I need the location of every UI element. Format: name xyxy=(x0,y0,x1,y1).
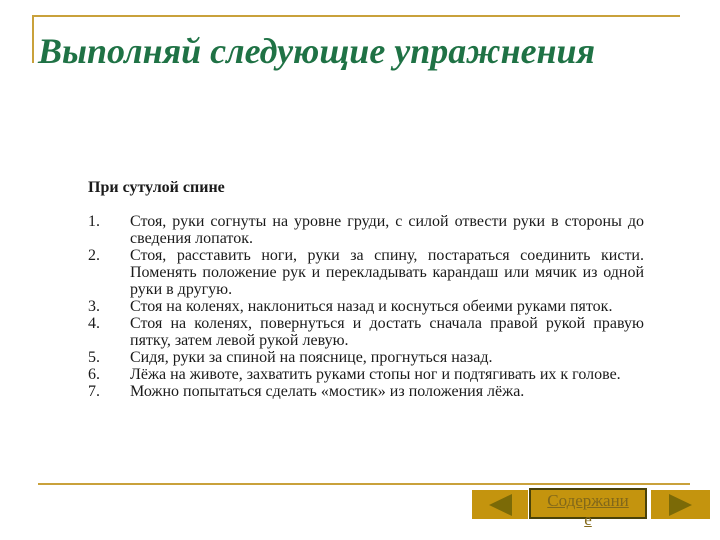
list-item xyxy=(88,247,644,298)
list-item xyxy=(88,366,644,383)
item-text: Стоя, руки согнуты на уровне груди, с силой отвести руки в стороны до сведения лопаток. xyxy=(130,213,644,247)
contents-link[interactable]: Содержание xyxy=(547,491,629,529)
left-arrow-icon xyxy=(489,494,512,516)
exercise-list xyxy=(88,213,644,400)
list-item xyxy=(88,315,644,349)
list-item xyxy=(88,213,644,247)
list-item xyxy=(88,349,644,366)
page-title: Выполняй следующие упражнения xyxy=(38,31,596,71)
item-number: 1. xyxy=(88,213,100,230)
item-text: Лёжа на животе, захватить руками стопы ног и подтягивать их к голове. xyxy=(130,366,621,383)
prev-slide-button[interactable] xyxy=(472,490,528,519)
item-number: 4. xyxy=(88,315,100,332)
item-number: 7. xyxy=(88,383,100,400)
list-item xyxy=(88,383,644,400)
item-text: Можно попытаться сделать «мостик» из положения лёжа. xyxy=(130,383,525,400)
item-text: Стоя, расставить ноги, руки за спину, постараться соединить кисти. Поменять положение рук и перекладывать карандаш или мячик из одной руки в другую. xyxy=(130,247,644,298)
item-text: Сидя, руки за спиной на пояснице, прогнуться назад. xyxy=(130,349,493,366)
right-arrow-icon xyxy=(669,494,692,516)
item-text: Стоя на коленях, повернуться и достать сначала правой рукой правую пятку, затем левой рукой левую. xyxy=(130,315,644,349)
top-accent-line xyxy=(32,15,680,17)
section-heading: При сутулой спине xyxy=(88,179,225,196)
contents-button[interactable] xyxy=(529,488,647,529)
left-accent-line xyxy=(32,15,34,63)
item-number: 2. xyxy=(88,247,100,264)
next-slide-button[interactable] xyxy=(651,490,710,519)
item-text: Стоя на коленях, наклониться назад и коснуться обеими руками пяток. xyxy=(130,298,613,315)
list-item xyxy=(88,298,644,315)
item-number: 3. xyxy=(88,298,100,315)
item-number: 6. xyxy=(88,366,100,383)
item-number: 5. xyxy=(88,349,100,366)
bottom-accent-line xyxy=(38,483,690,485)
